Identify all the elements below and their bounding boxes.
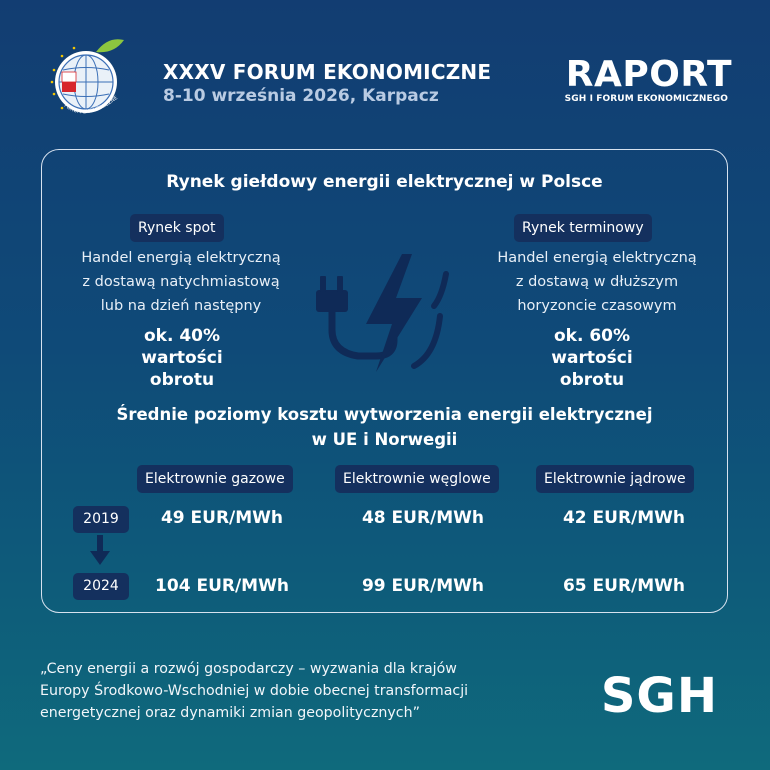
value-coal-2019: 48 EUR/MWh — [361, 508, 485, 528]
cost-section-title — [42, 402, 727, 452]
arrow-down-icon — [90, 535, 110, 565]
forward-desc-line: Handel energią elektryczną — [497, 250, 697, 266]
forward-share-line: obrotu — [559, 370, 625, 390]
tag-gas-plants: Elektrownie gazowe — [137, 465, 293, 493]
tag-coal-plants: Elektrownie węglowe — [335, 465, 499, 493]
value-gas-2019: 49 EUR/MWh — [160, 508, 284, 528]
spot-share-line: ok. 40% — [143, 326, 221, 346]
info-card — [41, 149, 728, 613]
tag-nuclear-plants: Elektrownie jądrowe — [536, 465, 694, 493]
value-gas-2024: 104 EUR/MWh — [155, 576, 289, 596]
spot-description — [42, 246, 320, 318]
forward-desc-line: horyzoncie czasowym — [517, 298, 677, 314]
cost-title-line: Średnie poziomy kosztu wytworzenia energii elektrycznej — [116, 405, 653, 424]
forward-share — [532, 325, 652, 391]
plug-lightning-icon — [310, 246, 470, 376]
forward-desc-line: z dostawą w dłuższym — [515, 274, 679, 290]
cost-title-line: w UE i Norwegii — [311, 430, 458, 449]
forum-logo-caption-text: FORUM EKONOMICZNE — [62, 95, 120, 116]
tag-forward-market: Rynek terminowy — [514, 214, 652, 242]
spot-desc-line: Handel energią elektryczną — [81, 250, 281, 266]
value-nuclear-2019: 42 EUR/MWh — [562, 508, 686, 528]
forward-description — [462, 246, 732, 318]
forward-share-line: ok. 60% — [553, 326, 631, 346]
quote-line: energetycznej oraz dynamiki zmian geopolitycznych” — [40, 705, 420, 721]
spot-desc-line: lub na dzień następny — [100, 298, 262, 314]
tag-spot-market: Rynek spot — [130, 214, 224, 242]
raport-title: RAPORT — [565, 54, 732, 95]
forward-share-line: wartości — [551, 348, 633, 368]
value-coal-2024: 99 EUR/MWh — [361, 576, 485, 596]
forum-date-location: 8-10 września 2026, Karpacz — [163, 86, 439, 106]
forum-ekonomiczne-globe-logo-icon — [44, 32, 134, 122]
report-title-quote — [40, 658, 560, 724]
quote-line: „Ceny energii a rozwój gospodarczy – wyzwania dla krajów — [40, 661, 457, 677]
spot-share-line: obrotu — [149, 370, 215, 390]
value-nuclear-2024: 65 EUR/MWh — [562, 576, 686, 596]
spot-desc-line: z dostawą natychmiastową — [82, 274, 280, 290]
card-title: Rynek giełdowy energii elektrycznej w Polsce — [166, 172, 603, 192]
raport-subtitle: SGH I FORUM EKONOMICZNEGO — [564, 94, 728, 104]
year-badge-2024: 2024 — [73, 573, 129, 600]
spot-share — [122, 325, 242, 391]
year-badge-2019: 2019 — [73, 506, 129, 533]
sgh-logo: SGH — [600, 668, 718, 724]
quote-line: Europy Środkowo-Wschodniej w dobie obecnej transformacji — [40, 683, 469, 699]
spot-share-line: wartości — [141, 348, 223, 368]
forum-title: XXXV FORUM EKONOMICZNE — [163, 60, 492, 84]
